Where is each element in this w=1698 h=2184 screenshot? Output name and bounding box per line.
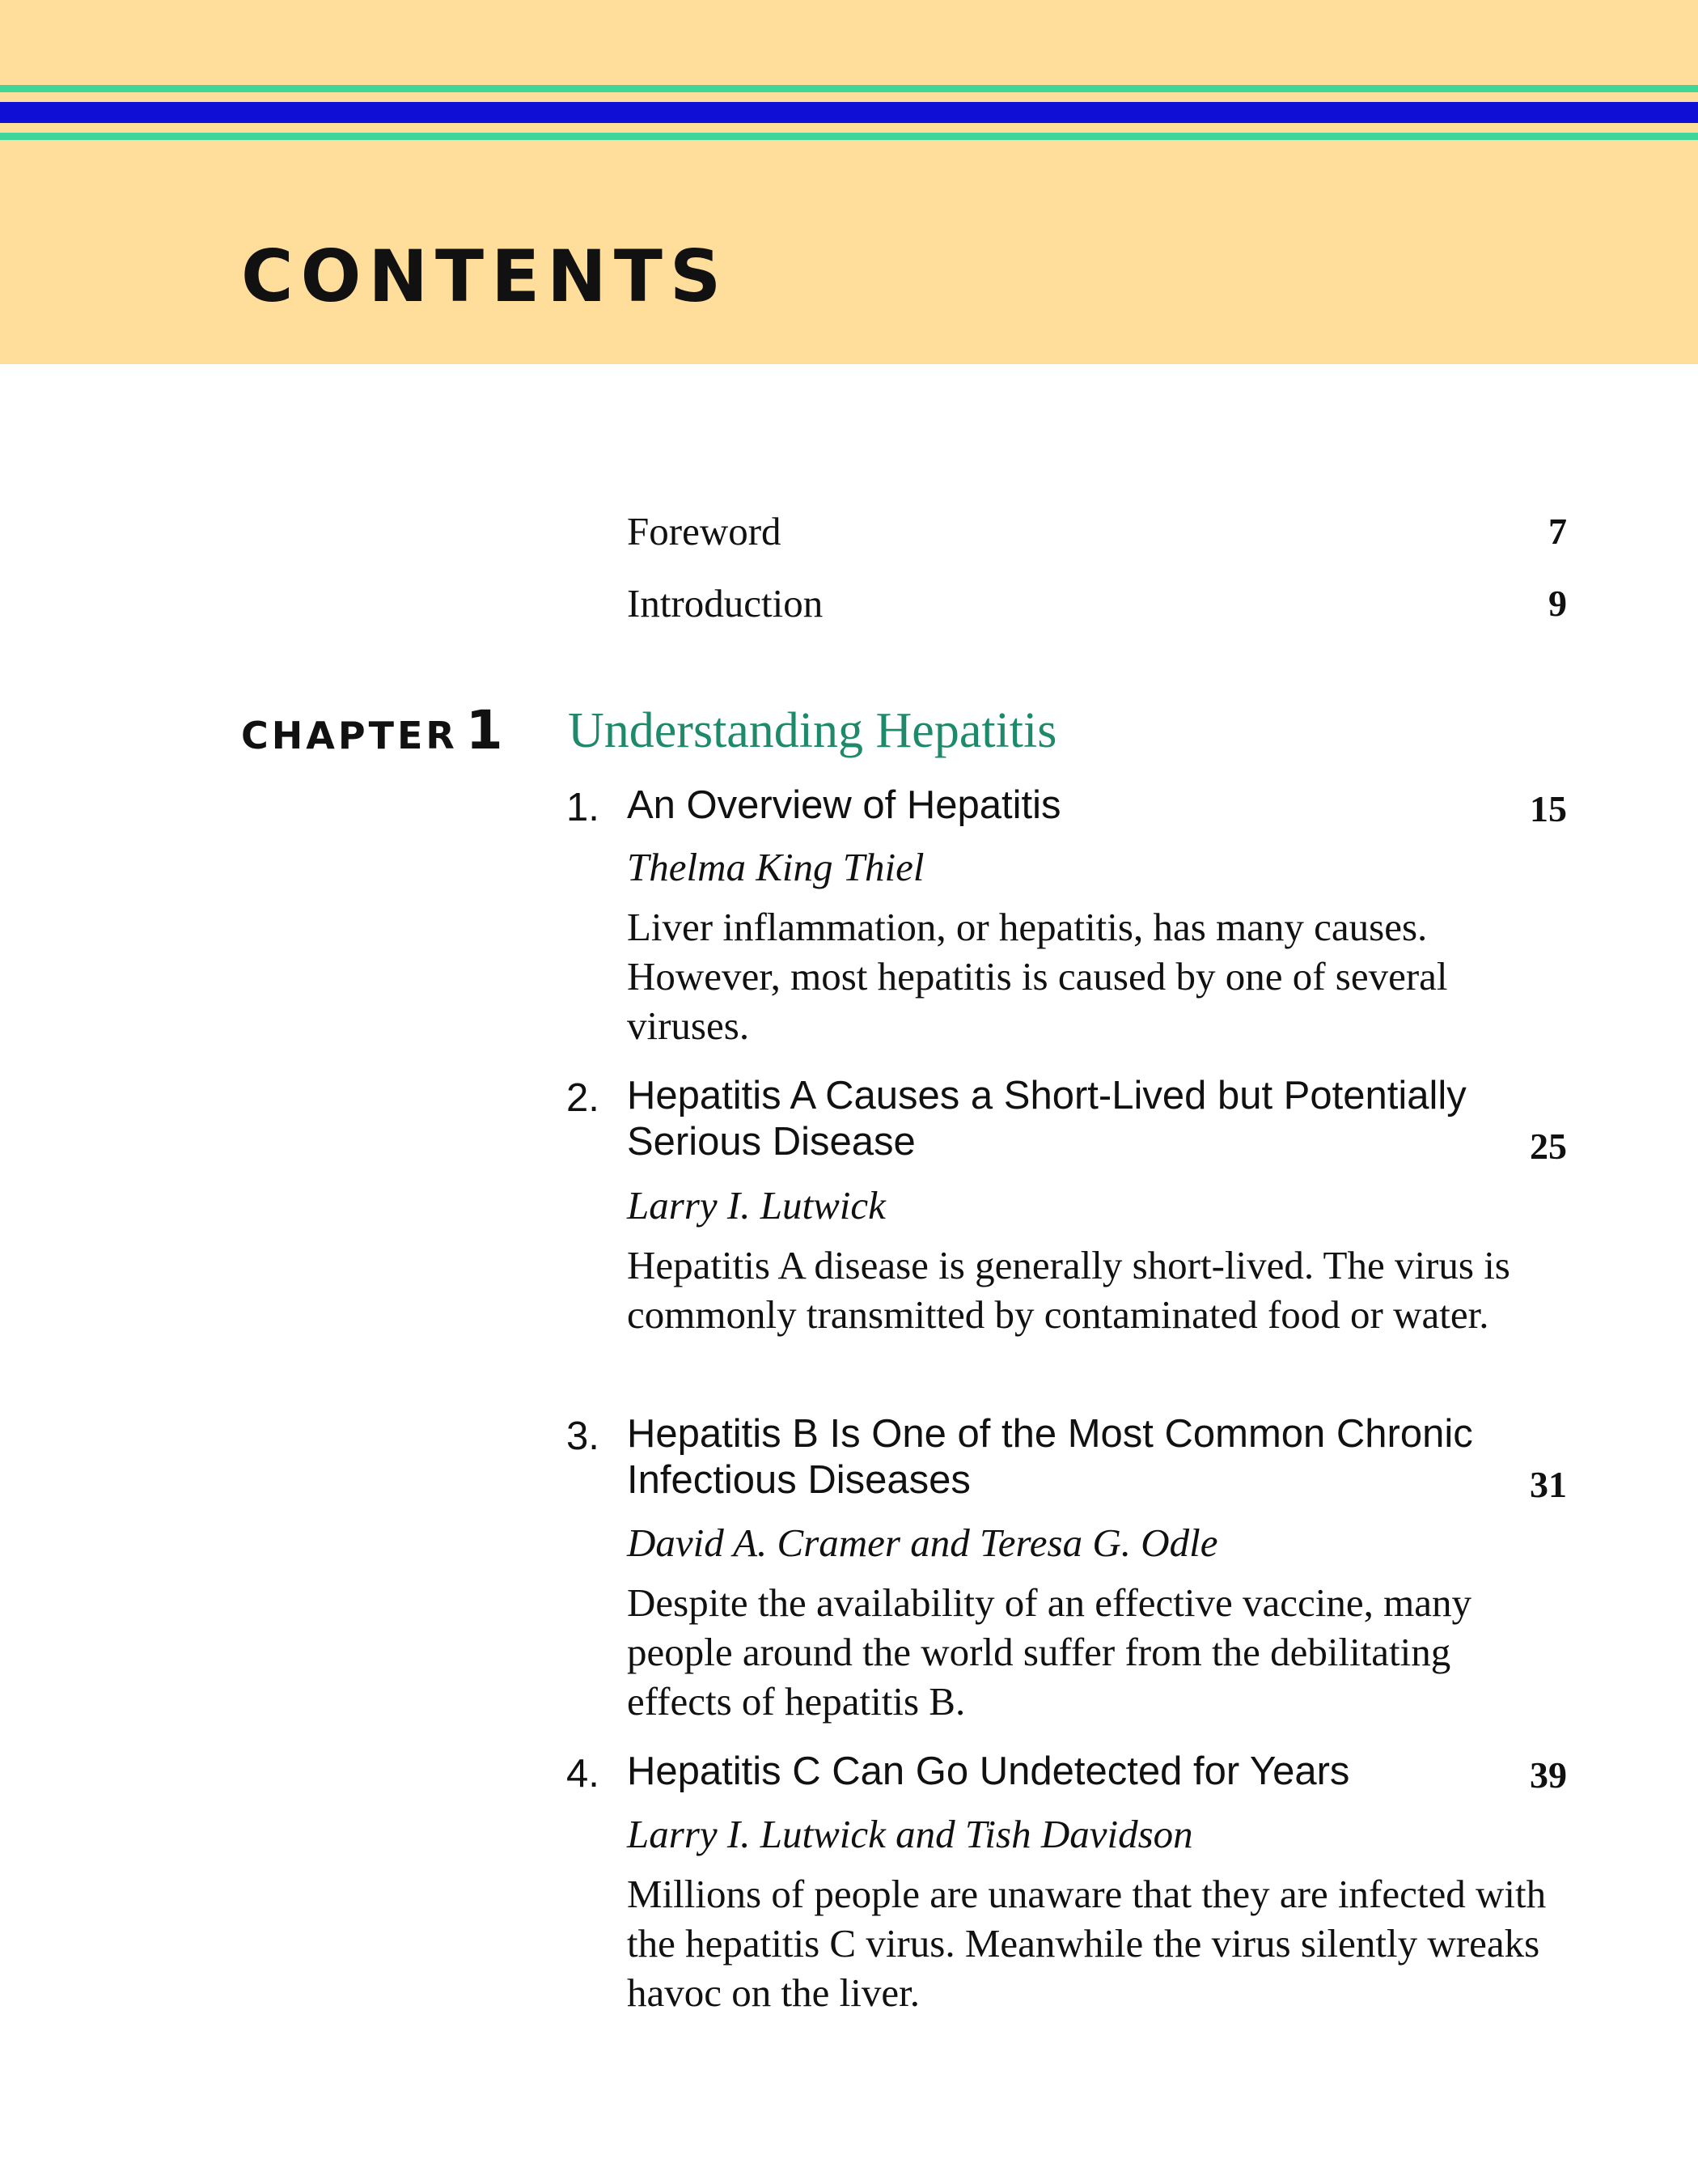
chapter-number: 1 [465, 699, 503, 761]
article-description: Despite the availability of an effective vaccine, many people around the world suffer from the debilitating effects of hepatitis B. [627, 1580, 1471, 1724]
article-description: Liver inflammation, or hepatitis, has many causes. However, most hepatitis is caused by one of several viruses. [627, 905, 1448, 1048]
toc-page-number: 7 [1548, 511, 1567, 552]
article-number: 3. [566, 1414, 599, 1458]
article-title[interactable]: Hepatitis A Causes a Short-Lived but Potentially Serious Disease [627, 1074, 1467, 1164]
article-author: Thelma King Thiel [627, 845, 925, 889]
header-stripe-green-bottom [0, 133, 1698, 140]
header-stripe-green-top [0, 85, 1698, 92]
article-page-number: 39 [1530, 1754, 1567, 1796]
article-number: 2. [566, 1076, 599, 1120]
article-page-number: 15 [1530, 788, 1567, 829]
chapter-label [241, 699, 503, 761]
toc-page-number: 9 [1548, 583, 1567, 624]
article-title[interactable]: Hepatitis B Is One of the Most Common Chronic Infectious Diseases [627, 1412, 1473, 1502]
article-title[interactable]: Hepatitis C Can Go Undetected for Years [627, 1749, 1350, 1793]
article-author: David A. Cramer and Teresa G. Odle [627, 1520, 1218, 1565]
article-author: Larry I. Lutwick and Tish Davidson [627, 1812, 1193, 1856]
header-stripe-blue [0, 102, 1698, 123]
toc-entry-introduction[interactable]: Introduction [627, 581, 824, 626]
article-page-number: 25 [1530, 1126, 1567, 1167]
page-title: CONTENTS [241, 235, 729, 318]
article-number: 4. [566, 1752, 599, 1796]
article-description: Hepatitis A disease is generally short-lived. The virus is commonly transmitted by contaminated food or water. [627, 1243, 1510, 1337]
chapter-title[interactable]: Understanding Hepatitis [568, 703, 1057, 758]
chapter-word: CHAPTER [241, 714, 458, 757]
article-title[interactable]: An Overview of Hepatitis [627, 783, 1061, 827]
toc-entry-foreword[interactable]: Foreword [627, 509, 781, 553]
article-page-number: 31 [1530, 1464, 1567, 1505]
article-number: 1. [566, 786, 599, 829]
article-description: Millions of people are unaware that they are infected with the hepatitis C virus. Meanwhile the virus silently wreaks havoc on the liver. [627, 1872, 1547, 2015]
article-author: Larry I. Lutwick [627, 1183, 886, 1228]
